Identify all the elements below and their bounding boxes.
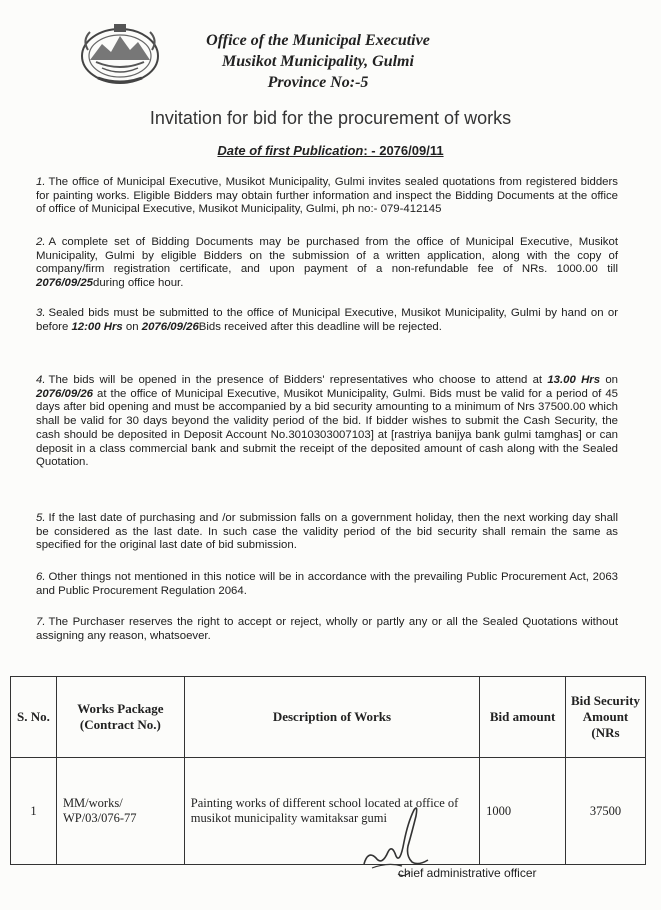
clause-number: 3. (36, 307, 46, 319)
clause-number: 2. (36, 236, 46, 248)
clause-text: Sealed bids must be submitted to the office of Municipal Executive, Musikot Municipality, Gulmi by hand on or before (36, 307, 618, 333)
opening-date: 2076/09/26 (36, 387, 94, 400)
submission-date: 2076/09/26 (141, 320, 199, 333)
clause-text: The Purchaser reserves the right to accept or reject, wholly or partly any or all the Sealed Quotations without assigning any reason, whatsoever. (36, 616, 618, 642)
column-header-bid-amount: Bid amount (480, 677, 566, 758)
works-table (10, 676, 646, 865)
table-row (11, 758, 646, 865)
clause-7 (36, 616, 618, 643)
cell-description: Painting works of different school located at office of musikot municipality wamitaksar gumi (184, 758, 479, 865)
clause-text: on (122, 320, 142, 333)
clause-number: 6. (36, 571, 46, 583)
clause-6 (36, 571, 618, 598)
page-title: Invitation for bid for the procurement of works (149, 108, 512, 128)
cell-security: 37500 (566, 758, 646, 865)
clause-text: A complete set of Bidding Documents may be purchased from the office of Municipal Executive, Musikot Municipality, Gulmi by eligible Bidders on the submission of a written application, along with the copy of company/firm registration certificate, and upon payment of a non-refundable fee of NRs. 1000.00 till (36, 236, 618, 276)
purchase-deadline-date: 2076/09/25 (36, 277, 94, 290)
clause-number: 7. (36, 616, 46, 628)
publication-date-label: Date of first Publication (217, 143, 364, 158)
header-province: Province No:-5 (267, 74, 369, 91)
column-header-description: Description of Works (184, 677, 479, 758)
clause-5 (36, 512, 618, 553)
cell-sno: 1 (11, 758, 57, 865)
table-header-row (11, 677, 646, 758)
column-header-package: Works Package (Contract No.) (56, 677, 184, 758)
clause-text: The bids will be opened in the presence of Bidders' representatives who choose to attend at (48, 374, 548, 386)
clause-4 (36, 374, 618, 470)
clause-2 (36, 236, 618, 291)
municipality-emblem-icon (78, 20, 162, 86)
clause-3 (36, 307, 618, 334)
clause-text: If the last date of purchasing and /or submission falls on a government holiday, then the next working day shall be considered as the last date. In such case the validity period of the bid security shall remain the same as specified for the original last date of bid submission. (36, 512, 618, 552)
publication-date (0, 143, 661, 158)
clause-number: 1. (36, 176, 46, 188)
header-municipality: Musikot Municipality, Gulmi (222, 53, 414, 70)
column-header-security: Bid Security Amount (NRs (566, 677, 646, 758)
header-office-name: Office of the Municipal Executive (206, 32, 430, 49)
office-header (168, 30, 468, 93)
clause-text: The office of Municipal Executive, Musikot Municipality, Gulmi invites sealed quotations from registered bidders for painting works. Eligible Bidders may obtain further information and inspect the Bidding Documents at the office of office of Municipal Executive, Musikot Municipality, Gulmi, ph no:- 079-412145 (36, 176, 618, 216)
cell-bid-amount: 1000 (480, 758, 566, 865)
clause-text: Bids received after this deadline will be rejected. (198, 320, 442, 333)
clause-text: during office hour. (93, 277, 184, 290)
submission-time: 12:00 Hrs (71, 320, 123, 333)
column-header-sno: S. No. (11, 677, 57, 758)
clause-text: at the office of Municipal Executive, Musikot Municipality, Gulmi. Bids must be valid for a period of 45 days after bid opening and must be accompanied by a bid security amounting to a minimum of Nrs 37500.00 which shall be valid for 30 days beyond the validity period of the bid. If bidder wishes to submit the Cash Security, the cash should be deposited in Deposit Account No.3010303007103] at [rastriya banijya bank gulmi tamghas] or can deposit in a class commercial bank and submit the receipt of the deposited amount of cash along with the Sealed Quotation. (36, 387, 618, 469)
signatory-title: chief administrative officer (398, 866, 537, 880)
opening-time: 13.00 Hrs (547, 374, 601, 386)
clause-number: 4. (36, 374, 46, 386)
clause-text: on (600, 374, 619, 386)
clause-1 (36, 176, 618, 217)
publication-date-value: : - 2076/09/11 (363, 143, 444, 158)
clause-text: Other things not mentioned in this notice will be in accordance with the prevailing Public Procurement Act, 2063 and Public Procurement Regulation 2064. (36, 571, 618, 597)
cell-package: MM/works/ WP/03/076-77 (56, 758, 184, 865)
clause-number: 5. (36, 512, 46, 524)
